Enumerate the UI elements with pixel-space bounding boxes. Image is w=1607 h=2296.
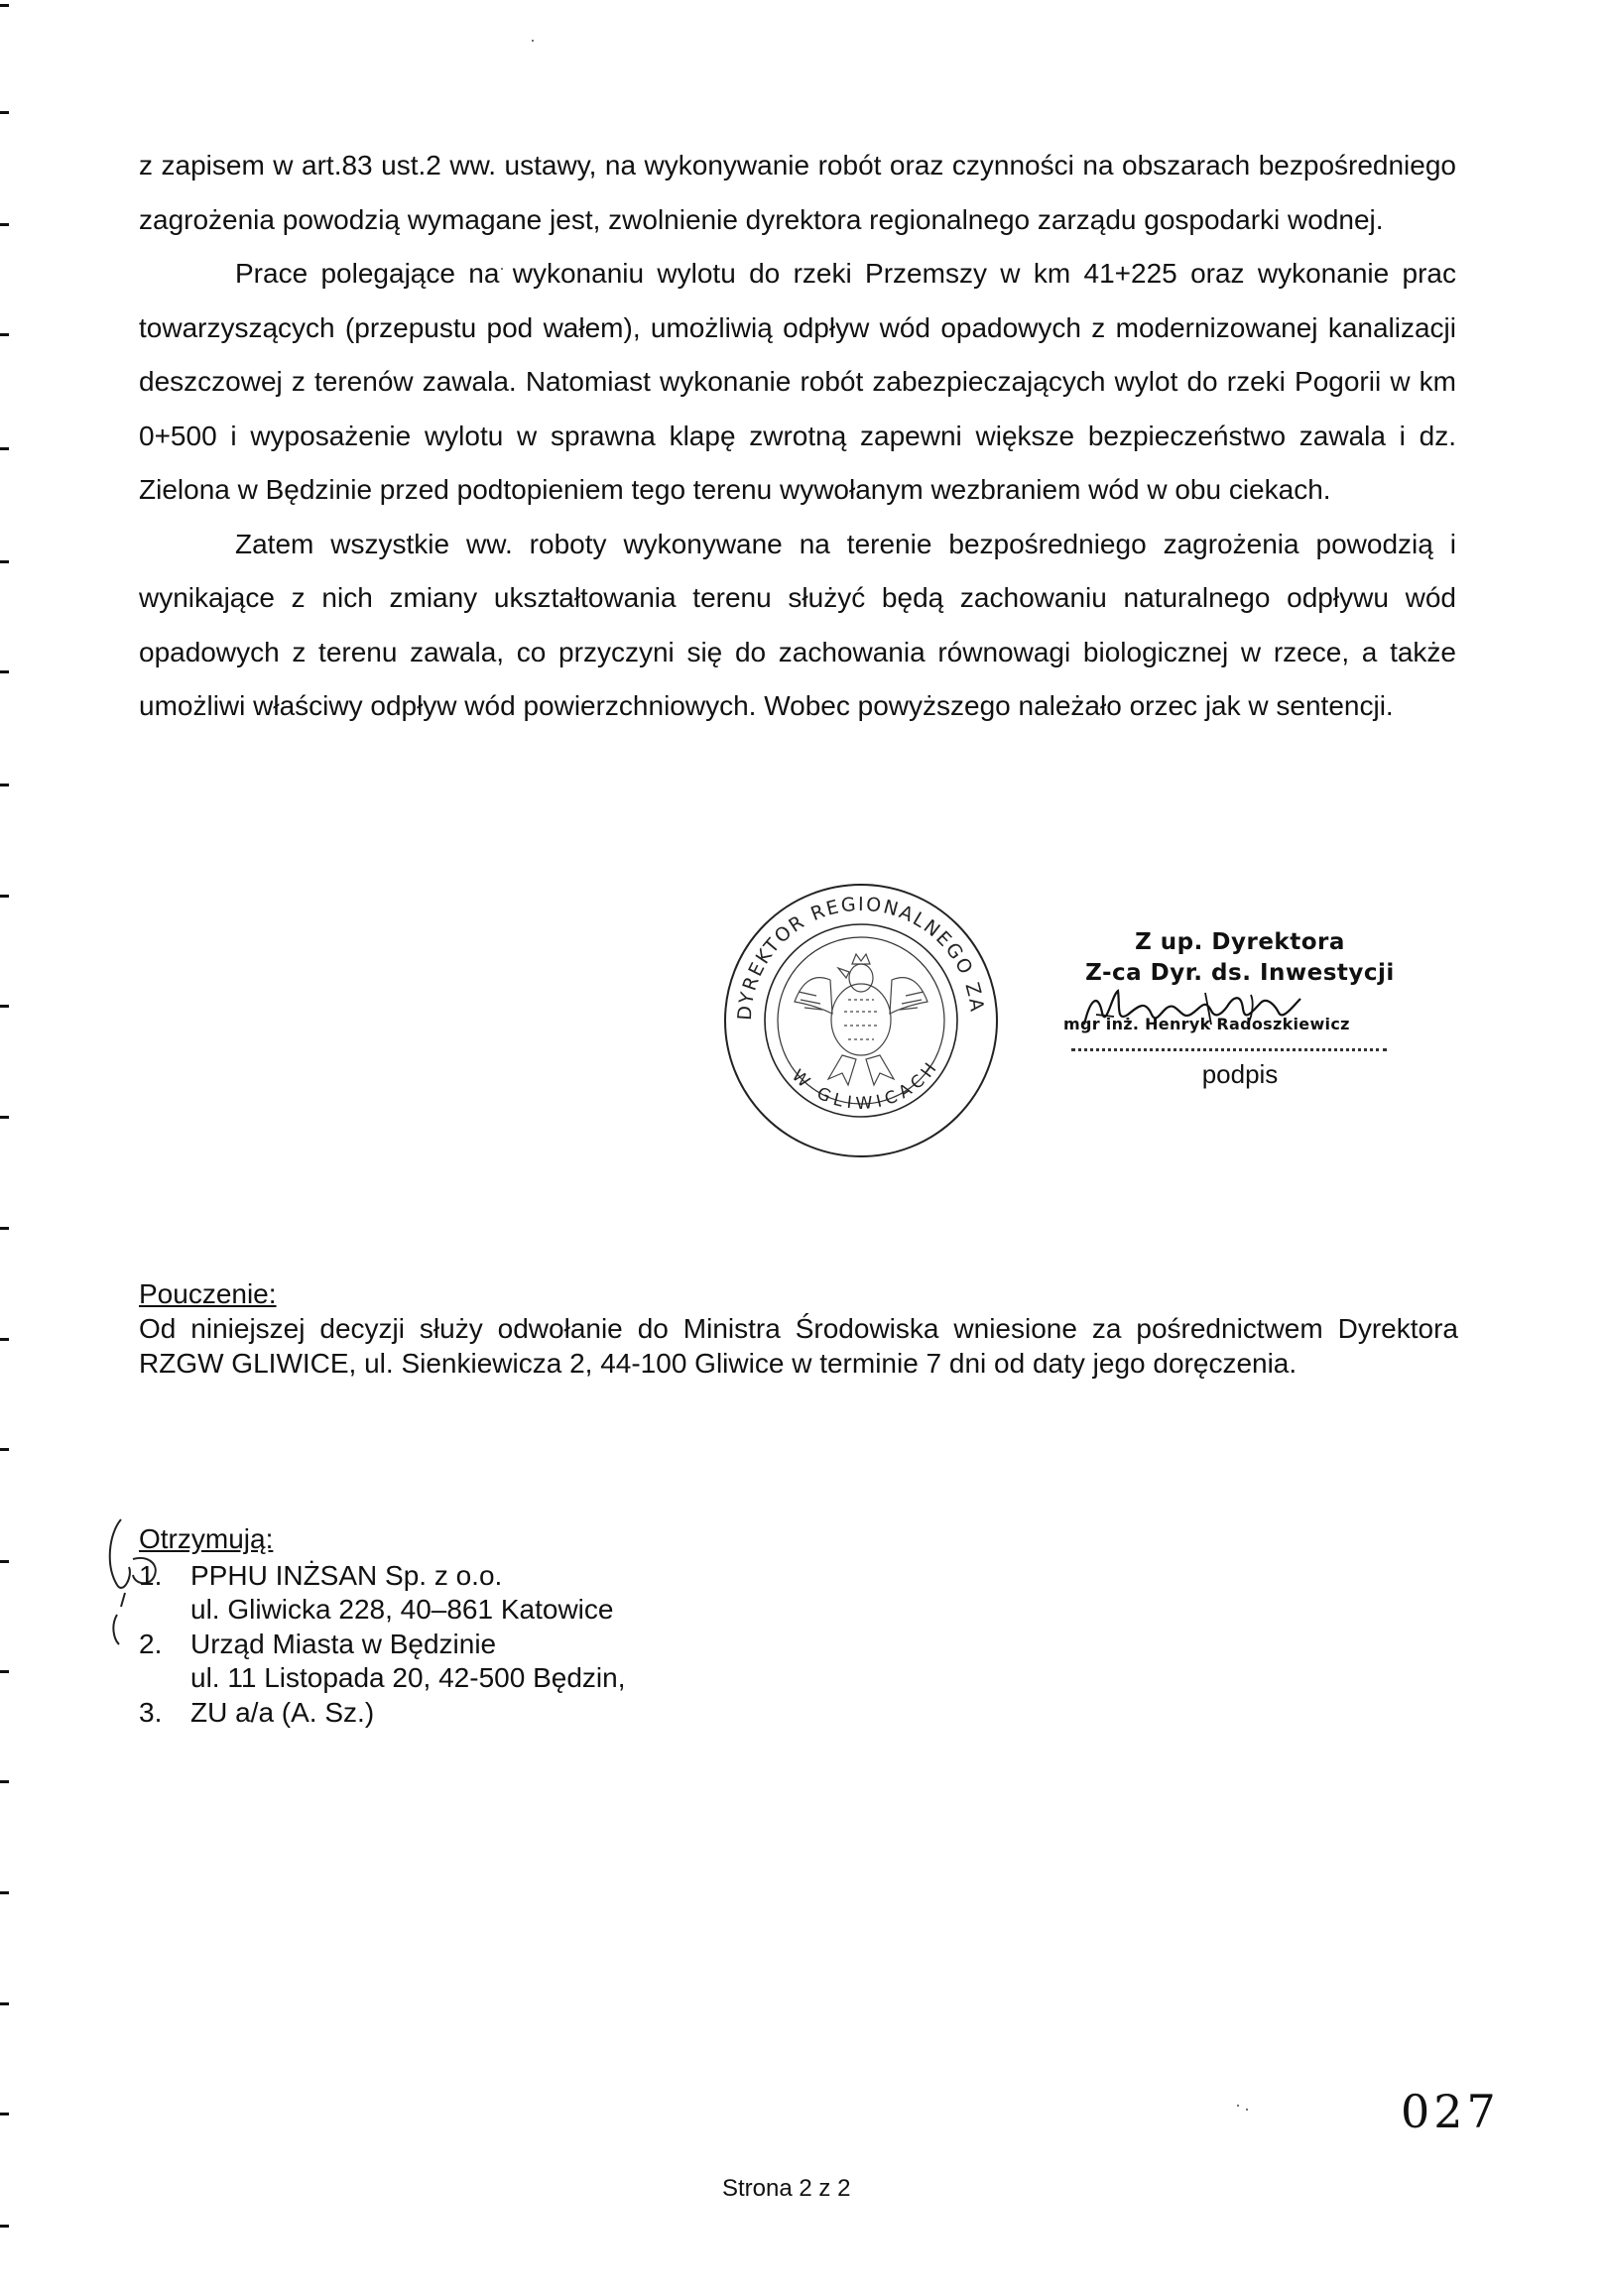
paragraph-conclusion: Zatem wszystkie ww. roboty wykonywane na terenie bezpośredniego zagrożenia powodzią i wynikające z nich zmiany ukształtowania terenu służyć będą zachowaniu naturalnego odpływu wód opadowych z terenu zawala, co przyczyni się do zachowania równowagi biologicznej w rzece, a także umożliwi właściwy odpływ wód powierzchniowych. Wobec powyższego należało orzec jak w sentencji. — [139, 528, 1456, 721]
list-item — [139, 1628, 833, 1696]
official-round-stamp — [721, 881, 1001, 1160]
eagle-emblem-icon — [795, 954, 927, 1085]
handwritten-signature — [1056, 985, 1354, 1042]
signature-caption: podpis — [1201, 1059, 1279, 1089]
paragraph-works-description: Prace polegające na wykonaniu wylotu do rzeki Przemszy w km 41+225 oraz wykonanie prac towarzyszących (przepustu pod wałem), umożliwią odpływ wód opadowych z modernizowanej kanalizacji deszczowej z terenów zawala. Natomiast wykonanie robót zabezpieczających wylot do rzeki Pogorii w km 0+500 i wyposażenie wylotu w sprawna klapę zwrotną zapewni większe bezpieczeństwo zawala i dz. Zielona w Będzinie przed podtopieniem tego terenu wywołanym wezbraniem wód w obu ciekach. — [139, 258, 1456, 505]
paragraph-continuation: z zapisem w art.83 ust.2 ww. ustawy, na wykonywanie robót oraz czynności na obszarach bezpośredniego zagrożenia powodzią wymagane jest, zwolnienie dyrektora regionalnego zarządu gospodarki wodnej. — [139, 150, 1456, 235]
recipient-name: PPHU INŻSAN Sp. z o.o. — [190, 1559, 503, 1591]
appeal-notice — [139, 1276, 1458, 1381]
svg-text:W GLIWICACH — [788, 1055, 943, 1114]
notice-text: Od niniejszej decyzji służy odwołanie do Ministra Środowiska wniesione za pośrednictwem Dyrektora RZGW GLIWICE, ul. Sienkiewicza 2, 44-100 Gliwice w terminie 7 dni od daty jego doręczenia. — [139, 1313, 1458, 1379]
recipients-heading: Otrzymują: — [139, 1523, 274, 1554]
recipients-section — [139, 1522, 833, 1730]
recipient-number: 3. — [139, 1696, 163, 1728]
signature-authority-line: Z up. Dyrektora — [1135, 929, 1345, 955]
stamp-bottom-text: W GLIWICACH — [787, 1055, 944, 1115]
list-item — [139, 1559, 833, 1628]
signatory-name: mgr inż. Henryk Radoszkiewicz — [1063, 1015, 1350, 1033]
scan-edge-marks — [0, 0, 14, 2296]
recipient-number: 1. — [139, 1559, 163, 1591]
page-number-footer: Strona 2 z 2 — [722, 2175, 851, 2202]
recipient-name: Urząd Miasta w Będzinie — [190, 1628, 497, 1659]
notice-heading: Pouczenie: — [139, 1278, 277, 1309]
signature-dotted-line — [1071, 1048, 1387, 1051]
signature-title-line: Z-ca Dyr. ds. Inwestycji — [1085, 960, 1395, 986]
recipient-address: ul. 11 Listopada 20, 42-500 Będzin, — [190, 1662, 626, 1693]
recipient-address: ul. Gliwicka 228, 40–861 Katowice — [190, 1594, 614, 1625]
document-sheet-number: 027 — [1401, 2085, 1500, 2138]
signature-block — [1032, 927, 1448, 1090]
decision-justification — [139, 139, 1456, 734]
recipient-number: 2. — [139, 1628, 163, 1659]
stamp-outer-text: DYREKTOR REGIONALNEGO ZA — [733, 893, 988, 1022]
list-item — [139, 1696, 833, 1731]
recipient-name: ZU a/a (A. Sz.) — [190, 1696, 375, 1728]
